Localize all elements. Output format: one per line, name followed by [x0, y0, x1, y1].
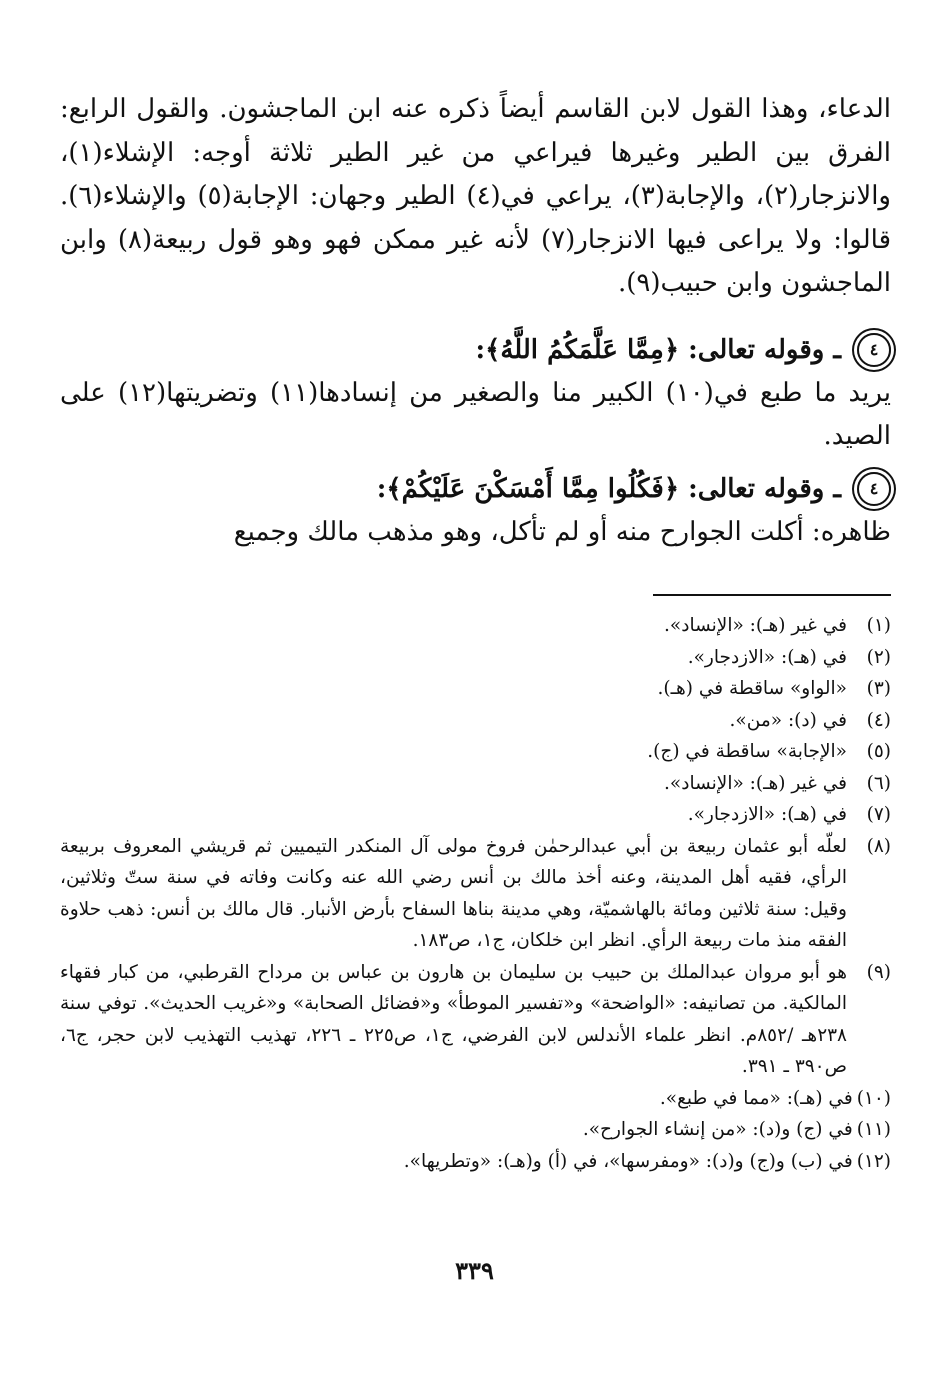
footnote-number: (١)	[866, 615, 891, 636]
body-line: الدعاء، وهذا القول لابن القاسم أيضاً ذكره عنه ابن الماجشون. والقول	[136, 94, 892, 124]
section-2-text	[60, 511, 891, 555]
footnote	[60, 736, 891, 768]
footnote-number: (١٢)	[856, 1150, 891, 1172]
footnote	[60, 642, 891, 674]
page-number: ٣٣٩	[455, 1256, 494, 1285]
footnote	[60, 799, 891, 831]
body-line: ظاهره: أكلت الجوارح منه أو لم تأكل، وهو مذهب مالك وجميع	[233, 516, 891, 547]
footnote	[60, 610, 891, 642]
footnote-text: في (ب) و(ج) و(د): «ومفرسها»، في (أ) و(هـ): «وتطريها».	[403, 1150, 853, 1172]
footnote	[60, 705, 891, 737]
footnote-number: (٤)	[866, 709, 891, 731]
section-heading-2	[60, 467, 891, 511]
footnote-text: في (د): «من».	[729, 709, 847, 731]
footnote	[60, 673, 891, 705]
footnote-separator	[653, 594, 891, 596]
footnote-separator-wrap	[60, 554, 891, 610]
footnote	[60, 1114, 891, 1146]
verse-marker-icon: ٤	[857, 472, 891, 506]
footnote-number: (٥)	[866, 741, 891, 762]
footnote-number: (١٠)	[856, 1087, 891, 1109]
footnote	[60, 831, 891, 957]
footnote-number: (٧)	[866, 804, 891, 825]
footnote-number: (٨)	[866, 835, 891, 857]
footnote	[60, 1083, 891, 1115]
body-line: الإشلاء(١)، والانزجار(٢)، والإجابة(٣)، يراعي في(٤) الطير وجهان:	[60, 137, 891, 211]
footnote	[60, 957, 891, 1083]
footnote	[60, 1146, 891, 1178]
footnote-text: في (ج) و(د): «من إنشاء الجوارح».	[582, 1119, 853, 1140]
section-title: ـ وقوله تعالى: ﴿مِمَّا عَلَّمَكُمُ اللَّهُ﴾:	[475, 334, 841, 365]
footnote-text: «الإجابة» ساقطة في (ج).	[647, 741, 847, 762]
footnote-text: في غير (هـ): «الإنساد».	[664, 615, 847, 636]
footnote-text: في (هـ): «الازدجار».	[687, 646, 847, 668]
body-line: على الصيد.	[60, 377, 891, 451]
footnote-number: (٦)	[866, 772, 891, 794]
section-heading-1	[60, 328, 891, 372]
footnote-text: في غير (هـ): «الإنساد».	[664, 772, 847, 794]
footnote-text: في (هـ): «مما في طبع».	[659, 1087, 853, 1109]
footnote-number: (١١)	[856, 1119, 891, 1140]
footnote-text: لعلّه أبو عثمان ربيعة بن أبي عبدالرحمٰن فروخ مولى آل المنكدر التيميين ثم قريشي المعروف بربيعة الرأي، فقيه أهل المدينة، وعنه أخذ مالك بن أنس رضي الله عنه وكانت وفاته في سنة ستّ وثلاثين، وقيل: سنة ثلاثين ومائة بالهاشميّة، وهي مدينة بناها السفاح بأرض الأنبار. قال مالك بن أنس: ذهب حلاوة الفقه منذ مات ربيعة الرأي. انظر ابن خلكان، ج١، ص١٨٣.	[60, 835, 847, 951]
body-line: الإجابة(٥) والإشلاء(٦). قالوا: ولا يراعى فيها الانزجار(٧) لأنه غير ممكن	[60, 181, 891, 255]
body-line: الرابع: الفرق بين الطير وغيرها فيراعي من غير الطير ثلاثة أوجه:	[60, 94, 892, 168]
section-1-text	[60, 372, 891, 459]
body-line: فهو وهو قول ربيعة(٨) وابن الماجشون وابن حبيب(٩).	[60, 224, 891, 298]
footnote-number: (٣)	[866, 678, 891, 699]
footnote-text: «الواو» ساقطة في (هـ).	[657, 678, 847, 699]
footnote	[60, 768, 891, 800]
footnotes	[60, 610, 891, 1177]
section-title: ـ وقوله تعالى: ﴿فَكُلُوا مِمَّا أَمْسَكْنَ عَلَيْكُمْ﴾:	[376, 473, 841, 504]
footnote-text: في (هـ): «الازدجار».	[687, 804, 847, 825]
main-text	[60, 88, 891, 554]
footnote-number: (٩)	[866, 961, 891, 983]
paragraph-1	[60, 88, 891, 306]
verse-marker-icon: ٤	[857, 333, 891, 367]
footnote-number: (٢)	[866, 646, 891, 668]
footnote-text: هو أبو مروان عبدالملك بن حبيب بن سليمان بن هارون بن عباس بن مرداح القرطبي، من كبار فقهاء المالكية. من تصانيفه: «الواضحة» و«تفسير الموطأ» و«فضائل الصحابة» و«غريب الحديث». توفي سنة ٢٣٨هـ /٨٥٢م. انظر علماء الأندلس لابن الفرضي، ج١، ص٢٢٥ ـ ٢٢٦، تهذيب التهذيب لابن حجر، ج٦، ص٣٩٠ ـ ٣٩١.	[60, 961, 847, 1077]
body-line: يريد ما طبع في(١٠) الكبير منا والصغير من إنسادها(١١) وتضريتها(١٢)	[117, 377, 891, 408]
